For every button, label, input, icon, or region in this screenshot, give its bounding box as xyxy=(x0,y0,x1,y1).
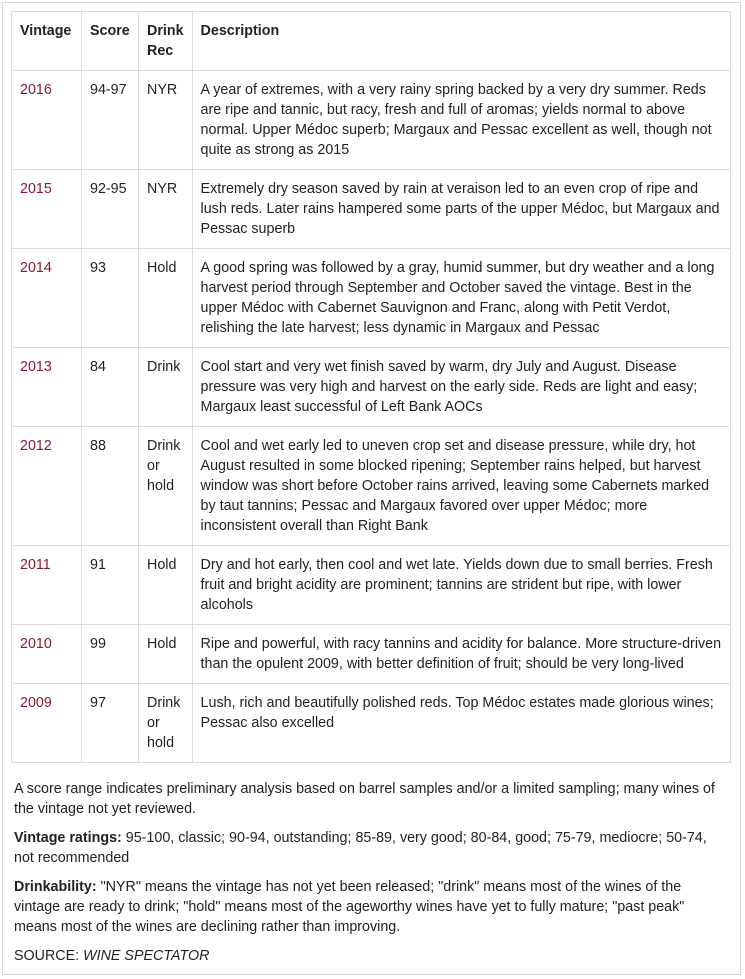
description-cell: A good spring was followed by a gray, humid summer, but dry weather and a long harvest period through September and October saved the vintage. Best in the upper Médoc with Cabernet Sauvignon and Franc, along with Petit Verdot, relishing the late harvest; less dynamic in Margaux and Pessac xyxy=(192,249,730,348)
description-cell: Cool start and very wet finish saved by warm, dry July and August. Disease pressure was very high and harvest on the early side. Reds are light and easy; Margaux least successful of Left Bank AOCs xyxy=(192,348,730,427)
score-cell: 84 xyxy=(82,348,139,427)
description-cell: Ripe and powerful, with racy tannins and acidity for balance. More structure-driven than the opulent 2009, with better definition of fruit; should be very long-lived xyxy=(192,625,730,684)
description-cell: Cool and wet early led to uneven crop set and disease pressure, while dry, hot August resulted in some blocked ripening; September rains helped, but harvest window was short before October rains arrived, leaving some Cabernets marked by taut tannins; Pessac and Margaux favored over upper Médoc; more inconsistent overall than Right Bank xyxy=(192,427,730,546)
drink-rec-cell: NYR xyxy=(139,71,193,170)
vintage-link[interactable]: 2009 xyxy=(12,684,82,763)
drink-rec-cell: Hold xyxy=(139,625,193,684)
score-range-note: A score range indicates preliminary analysis based on barrel samples and/or a limited sampling; many wines of the vintage not yet reviewed. xyxy=(14,781,715,817)
score-cell: 99 xyxy=(82,625,139,684)
table-row xyxy=(12,348,731,427)
score-cell: 91 xyxy=(82,546,139,625)
table-header xyxy=(12,12,731,71)
vintage-ratings-label: Vintage ratings: xyxy=(14,830,122,846)
vintage-ratings-note xyxy=(14,828,730,868)
vintage-link[interactable]: 2014 xyxy=(12,249,82,348)
score-cell: 97 xyxy=(82,684,139,763)
score-cell: 92-95 xyxy=(82,170,139,249)
vintage-table xyxy=(11,11,731,763)
drink-rec-cell: Drink or hold xyxy=(139,684,193,763)
drink-rec-cell: NYR xyxy=(139,170,193,249)
drink-rec-cell: Hold xyxy=(139,546,193,625)
description-cell: A year of extremes, with a very rainy spring backed by a very dry summer. Reds are ripe and tannic, but racy, fresh and full of aromas; yields normal to above normal. Upper Médoc superb; Margaux and Pessac excellent as well, though not quite as strong as 2015 xyxy=(192,71,730,170)
source-name: WINE SPECTATOR xyxy=(83,948,210,964)
vintage-link[interactable]: 2015 xyxy=(12,170,82,249)
table-row xyxy=(12,684,731,763)
score-cell: 93 xyxy=(82,249,139,348)
description-cell: Extremely dry season saved by rain at veraison led to an even crop of ripe and lush reds. Later rains hampered some parts of the upper Médoc, but Margaux and Pessac superb xyxy=(192,170,730,249)
drinkability-text: "NYR" means the vintage has not yet been released; "drink" means most of the wines of the vintage are ready to drink; "hold" means most of the ageworthy wines have yet to fully mature; "past peak" means most of the wines are declining rather than improving. xyxy=(14,879,685,935)
table-row xyxy=(12,249,731,348)
header-vintage: Vintage xyxy=(12,12,82,71)
drink-rec-cell: Hold xyxy=(139,249,193,348)
table-row xyxy=(12,427,731,546)
vintage-link[interactable]: 2011 xyxy=(12,546,82,625)
header-drink-rec: Drink Rec xyxy=(139,12,193,71)
header-description: Description xyxy=(192,12,730,71)
vintage-link[interactable]: 2013 xyxy=(12,348,82,427)
source-prefix: SOURCE: xyxy=(14,948,84,964)
drink-rec-cell: Drink xyxy=(139,348,193,427)
table-row xyxy=(12,170,731,249)
header-score: Score xyxy=(82,12,139,71)
source-note xyxy=(14,946,730,966)
vintage-link[interactable]: 2016 xyxy=(12,71,82,170)
table-row xyxy=(12,546,731,625)
score-cell: 88 xyxy=(82,427,139,546)
vintage-link[interactable]: 2012 xyxy=(12,427,82,546)
table-row xyxy=(12,71,731,170)
vintage-link[interactable]: 2010 xyxy=(12,625,82,684)
drink-rec-cell: Drink or hold xyxy=(139,427,193,546)
vintage-ratings-text: 95-100, classic; 90-94, outstanding; 85-89, very good; 80-84, good; 75-79, mediocre; 50-74, not recommended xyxy=(14,830,707,866)
table-footnotes xyxy=(14,779,730,975)
description-cell: Dry and hot early, then cool and wet late. Yields down due to small berries. Fresh fruit and bright acidity are prominent; tannins are strident but ripe, with lower alcohols xyxy=(192,546,730,625)
description-cell: Lush, rich and beautifully polished reds. Top Médoc estates made glorious wines; Pessac also excelled xyxy=(192,684,730,763)
score-cell: 94-97 xyxy=(82,71,139,170)
table-body xyxy=(12,71,731,763)
header-row xyxy=(12,12,731,71)
drinkability-note xyxy=(14,877,730,937)
drinkability-label: Drinkability: xyxy=(14,879,97,895)
table-row xyxy=(12,625,731,684)
